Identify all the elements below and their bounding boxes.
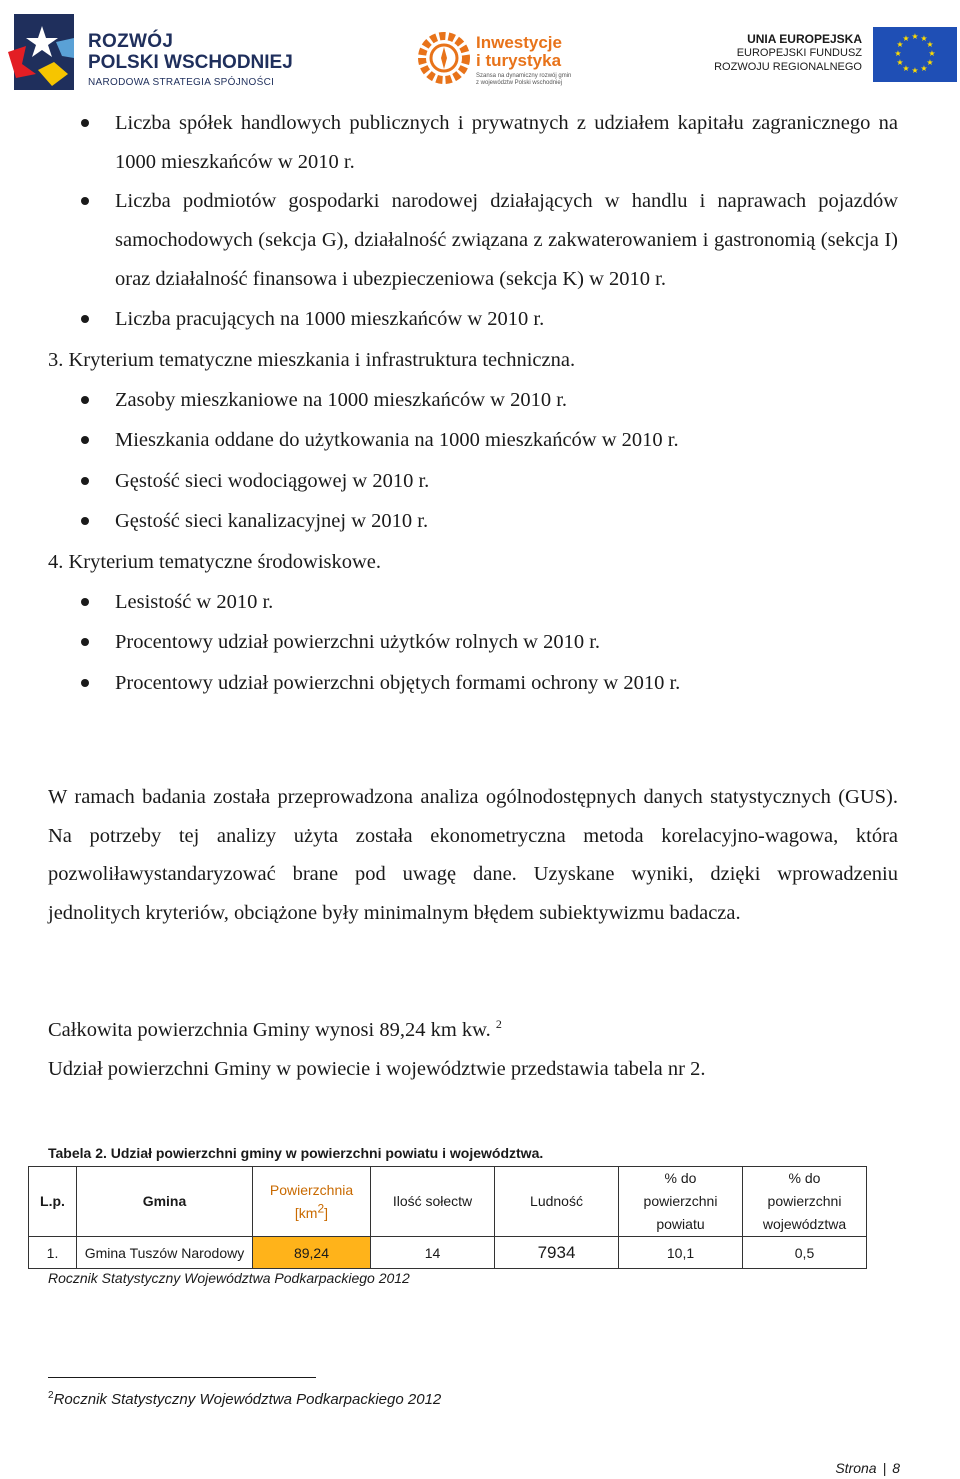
woj-header-line3: województwa <box>762 1216 847 1232</box>
woj-header-line2: powierzchni <box>767 1193 842 1209</box>
bullet-icon <box>81 315 89 323</box>
area-share-table <box>28 1166 867 1269</box>
footnote-number: 2 <box>48 1390 54 1401</box>
rpw-title-line2: POLSKI WSCHODNIEJ <box>88 52 293 73</box>
bullet-icon <box>81 436 89 444</box>
page-number <box>835 1460 900 1476</box>
it-title-line1: Inwestycje <box>476 33 562 52</box>
list-item <box>48 663 898 704</box>
area-text: Całkowita powierzchnia Gminy wynosi 89,24 km kw. <box>48 1019 491 1041</box>
svg-text:★: ★ <box>911 32 919 41</box>
criterion-heading-4: 4. Kryterium tematyczne środowiskowe. <box>48 550 382 573</box>
svg-text:★: ★ <box>911 66 919 75</box>
footnote-ref: 2 <box>495 1017 502 1032</box>
paragraph-text: W ramach badania została przeprowadzona analiza ogólnodostępnych danych statystycznych (GUS). Na potrzeby tej analizy użyta została ekonometryczna metoda korelacyjno-wagowa, która pozwoliławystandaryzować brane pod uwagę dane. Uzyskane wyniki, dzięki wprowadzeniu jednolitych kryteriów, obciążone były minimalnym błędem subiektywizmu badacza. <box>48 786 898 925</box>
list-item-text: Liczba spółek handlowych publicznych i prywatnych z udziałem kapitału zagranicznego na 1000 mieszkańców w 2010 r. <box>115 112 898 173</box>
rozwoj-polski-wschodniej-logo <box>8 10 308 95</box>
list-item <box>48 104 898 182</box>
list-item-text: Gęstość sieci wodociągowej w 2010 r. <box>115 469 430 492</box>
table-source: Rocznik Statystyczny Województwa Podkarpackiego 2012 <box>48 1270 410 1286</box>
page-header <box>0 0 960 100</box>
list-item-text: Liczba podmiotów gospodarki narodowej działających w handlu i naprawach pojazdów samochodowych (sekcja G), działalność związana z zakwaterowaniem i gastronomią (sekcja I) oraz działalność finansowa i ubezpieczeniowa (sekcja K) w 2010 r. <box>115 190 898 290</box>
powiat-header-line2: powierzchni <box>643 1193 718 1209</box>
bullet-icon <box>81 638 89 646</box>
list-item-text: Liczba pracujących na 1000 mieszkańców w 2010 r. <box>115 308 545 330</box>
paragraph-area <box>48 1011 898 1050</box>
cell-wojewodztwo: 0,5 <box>743 1237 867 1269</box>
svg-text:★: ★ <box>894 49 902 58</box>
bullet-icon <box>81 396 89 404</box>
it-title-line2: i turystyka <box>476 51 562 70</box>
list-item <box>48 501 898 542</box>
paragraph-table-intro <box>48 1050 898 1089</box>
bullet-icon <box>81 517 89 525</box>
bullet-icon <box>81 598 89 606</box>
table-intro-text: Udział powierzchni Gminy w powiecie i województwie przedstawia tabela nr 2. <box>48 1058 706 1080</box>
eu-title-line2: EUROPEJSKI FUNDUSZ <box>736 47 862 59</box>
list-item <box>48 380 898 421</box>
area-header-line2: [km <box>294 1204 318 1221</box>
list-item <box>48 182 898 299</box>
cell-solectwa: 14 <box>371 1237 495 1269</box>
col-header-ludnosc: Ludność <box>495 1167 619 1237</box>
bullet-icon <box>81 679 89 687</box>
svg-text:★: ★ <box>926 58 934 67</box>
svg-text:★: ★ <box>920 64 928 73</box>
bullet-icon <box>81 477 89 485</box>
list-item-text: Zasoby mieszkaniowe na 1000 mieszkańców w 2010 r. <box>115 388 568 411</box>
svg-text:★: ★ <box>896 40 904 49</box>
eu-title-line1: UNIA EUROPEJSKA <box>747 32 862 46</box>
area-header-line1: Powierzchnia <box>269 1181 354 1198</box>
page-number-value: 8 <box>892 1460 900 1476</box>
eu-title-line3: ROZWOJU REGIONALNEGO <box>714 61 862 73</box>
list-item-text: Procentowy udział powierzchni użytków rolnych w 2010 r. <box>115 631 601 653</box>
inwestycje-i-turystyka-logo <box>414 28 614 94</box>
col-header-gmina: Gmina <box>77 1167 253 1237</box>
criterion-heading-3: 3. Kryterium tematyczne mieszkania i infrastruktura techniczna. <box>48 348 576 371</box>
col-header-area <box>253 1167 371 1237</box>
footnote <box>48 1391 441 1408</box>
list-item-text: Gęstość sieci kanalizacyjnej w 2010 r. <box>115 510 429 532</box>
table-row <box>29 1237 867 1269</box>
col-header-powiat <box>619 1167 743 1237</box>
cell-ludnosc: 7934 <box>495 1237 619 1269</box>
svg-text:★: ★ <box>902 34 910 43</box>
list-item-text: Lesistość w 2010 r. <box>115 590 274 613</box>
cell-area: 89,24 <box>253 1237 371 1269</box>
list-item <box>48 299 898 340</box>
footnote-divider <box>48 1377 316 1378</box>
cell-lp: 1. <box>29 1237 77 1269</box>
table-caption: Tabela 2. Udział powierzchni gminy w powierzchni powiatu i województwa. <box>48 1145 544 1161</box>
it-tagline: Szansa na dynamiczny rozwój gmin z województw Polski wschodniej <box>476 73 572 86</box>
star-emblem-icon <box>8 12 80 92</box>
table-header-row <box>29 1167 867 1237</box>
woj-header-line1: % do <box>788 1170 821 1186</box>
list-item <box>48 622 898 663</box>
list-item <box>48 582 898 623</box>
col-header-lp: L.p. <box>29 1167 77 1237</box>
svg-text:★: ★ <box>928 49 936 58</box>
powiat-header-line1: % do <box>664 1170 697 1186</box>
page-separator: | <box>882 1460 887 1476</box>
compass-gear-icon <box>414 28 474 88</box>
bullet-icon <box>81 197 89 205</box>
list-item <box>48 420 898 461</box>
col-header-solectwa: Ilość sołectw <box>371 1167 495 1237</box>
eu-flag-icon <box>873 27 957 82</box>
svg-text:★: ★ <box>926 40 934 49</box>
svg-text:★: ★ <box>902 64 910 73</box>
svg-text:★: ★ <box>896 58 904 67</box>
area-header-sup: 2 <box>317 1200 325 1215</box>
eu-fund-logo <box>714 28 960 88</box>
paragraph-methodology <box>48 778 898 933</box>
area-header-close: ] <box>324 1204 329 1221</box>
cell-gmina: Gmina Tuszów Narodowy <box>77 1237 253 1269</box>
rpw-subtitle: NARODOWA STRATEGIA SPÓJNOŚCI <box>88 77 275 88</box>
svg-text:★: ★ <box>920 34 928 43</box>
document-body <box>48 104 898 703</box>
list-item <box>48 461 898 502</box>
cell-powiat: 10,1 <box>619 1237 743 1269</box>
footnote-text: Rocznik Statystyczny Województwa Podkarpackiego 2012 <box>53 1391 442 1408</box>
list-item-text: Mieszkania oddane do użytkowania na 1000 mieszkańców w 2010 r. <box>115 429 679 451</box>
col-header-wojewodztwo <box>743 1167 867 1237</box>
powiat-header-line3: powiatu <box>656 1216 705 1232</box>
bullet-icon <box>81 119 89 127</box>
page-label: Strona <box>835 1460 877 1476</box>
rpw-title-line1: ROZWÓJ <box>88 31 174 52</box>
list-item-text: Procentowy udział powierzchni objętych formami ochrony w 2010 r. <box>115 671 681 694</box>
